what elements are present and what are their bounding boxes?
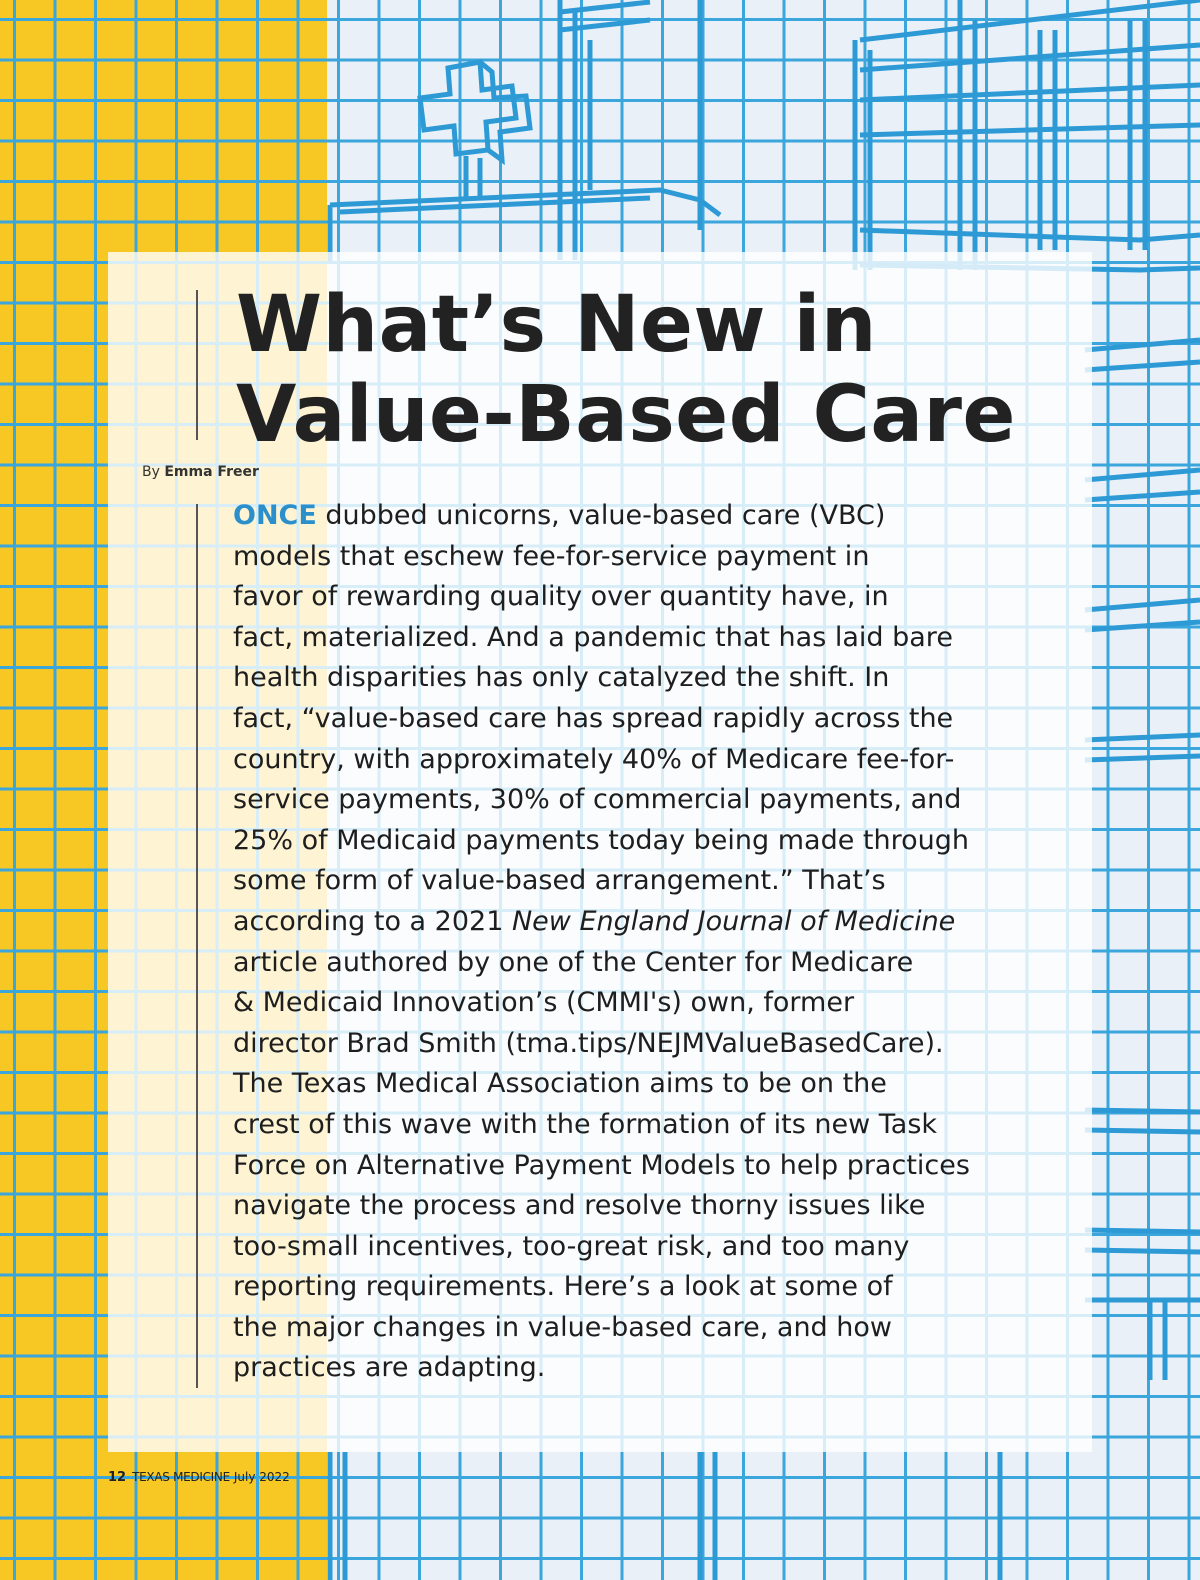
body-line: country, with approximately 40% of Medicare fee-for- (233, 743, 955, 775)
body-line (233, 496, 1093, 537)
issue-date: July 2022 (233, 1470, 290, 1484)
body-line: Force on Alternative Payment Models to help practices (233, 1149, 970, 1181)
body-line: service payments, 30% of commercial payments, and (233, 784, 962, 816)
byline (142, 464, 259, 480)
body-line: some form of value-based arrangement.” That’s (233, 865, 886, 897)
body-line: & Medicaid Innovation’s (CMMI's) own, former (233, 987, 855, 1019)
body-line: reporting requirements. Here’s a look at some of (233, 1271, 893, 1303)
body-line: director Brad Smith (tma.tips/NEJMValueBasedCare). (233, 1027, 944, 1059)
body-line: practices are adapting. (233, 1352, 546, 1384)
body-line: article authored by one of the Center for Medicare (233, 946, 914, 978)
body-rule (196, 504, 198, 1388)
headline-line-1: What’s New in (236, 280, 877, 370)
body-line-text: dubbed unicorns, value-based care (VBC) (316, 500, 886, 531)
byline-author: Emma Freer (164, 464, 259, 480)
journal-prefix: according to a 2021 (233, 905, 512, 937)
medical-cross-icon (420, 62, 530, 200)
article-body (233, 496, 1093, 1389)
body-line: too-small incentives, too-great risk, and too many (233, 1230, 910, 1262)
body-line: health disparities has only catalyzed the shift. In (233, 662, 890, 694)
body-line: the major changes in value-based care, and how (233, 1311, 892, 1343)
body-line: The Texas Medical Association aims to be on the (233, 1068, 887, 1100)
headline-line-2: Value-Based Care (236, 370, 1016, 460)
journal-title: New England Journal of Medicine (511, 905, 956, 937)
publication-name: TEXAS MEDICINE (132, 1470, 230, 1484)
body-line: 25% of Medicaid payments today being made through (233, 824, 969, 856)
lead-word: ONCE (233, 500, 317, 531)
byline-prefix: By (142, 464, 160, 480)
body-line: fact, materialized. And a pandemic that has laid bare (233, 621, 953, 653)
body-line: favor of rewarding quality over quantity have, in (233, 581, 889, 613)
body-line: fact, “value-based care has spread rapidly across the (233, 702, 954, 734)
page-footer (108, 1470, 290, 1485)
page-number: 12 (108, 1470, 127, 1485)
body-line (233, 902, 1093, 943)
body-line: navigate the process and resolve thorny issues like (233, 1190, 926, 1222)
article-headline (236, 280, 1086, 460)
body-line: models that eschew fee-for-service payment in (233, 540, 870, 572)
body-line: crest of this wave with the formation of its new Task (233, 1108, 938, 1140)
headline-rule (196, 290, 198, 440)
